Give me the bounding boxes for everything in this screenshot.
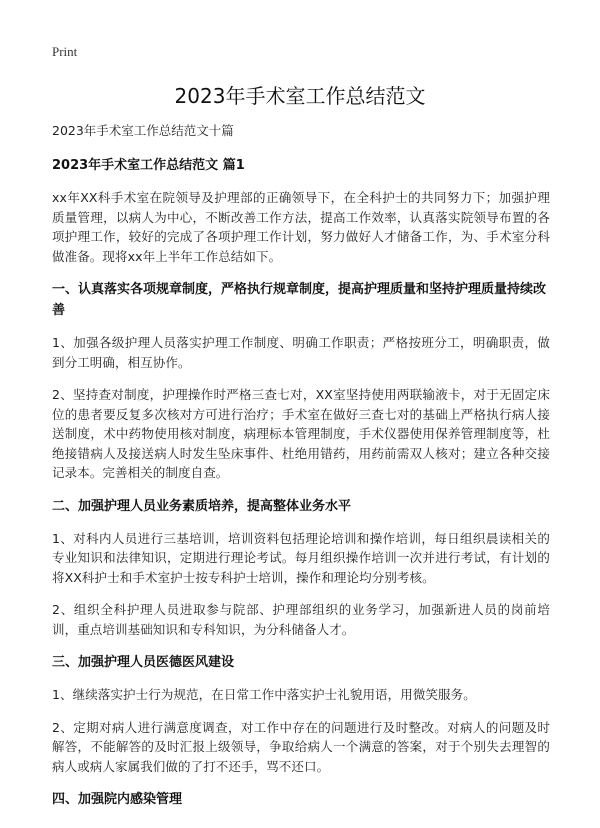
heading-3-paragraph-1: 1、继续落实护士行为规范，在日常工作中落实护士礼貌用语，用微笑服务。 — [52, 687, 476, 702]
heading-3: 三、加强护理人员医德医风建设 — [52, 655, 235, 670]
heading-2: 二、加强护理人员业务素质培养，提高整体业务水平 — [52, 498, 352, 514]
intro-paragraph: xx年XX科手术室在院领导及护理部的正确领导下，在全科护士的共同努力下；加强护理质量管理，以病人为中心，不断改善工作方法，提高工作效率，认真落实院领导布置的各项护理工作，较好的完成了各项护理工作计划，努力做好人才储备工作，为、手术室分科做准备。现将xx年上半年工作总结如下。 — [52, 190, 550, 264]
print-link[interactable]: Print — [52, 44, 78, 59]
heading-1-paragraph-1: 1、加强各级护理人员落实护理工作制度、明确工作职责；严格按班分工，明确职责，做到分工明确，相互协作。 — [52, 335, 550, 370]
document-body — [52, 122, 550, 822]
heading-2-paragraph-2: 2、组织全科护理人员进取参与院部、护理部组织的业务学习，加强新进人员的岗前培训，重点培训基础知识和专科知识，为分科储备人才。 — [52, 602, 550, 637]
heading-1: 一、认真落实各项规章制度，严格执行规章制度，提高护理质量和坚持护理质量持续改善 — [52, 282, 547, 318]
heading-3-paragraph-2: 2、定期对病人进行满意度调查，对工作中存在的问题进行及时整改。对病人的问题及时解答，不能解答的及时汇报上级领导，争取给病人一个满意的答案，对于个别失去理智的病人或病人家属我们做的了打不还手，骂不还口。 — [52, 719, 550, 774]
heading-1-paragraph-2: 2、坚持查对制度，护理操作时严格三查七对，XX室坚持使用两联输液卡，对于无固定床位的患者要反复多次核对方可进行治疗；手术室在做好三查七对的基础上严格执行病人接送制度，术中药物使用核对制度，病理标本管理制度，手术仪器使用保养管理制度等，杜绝接错病人及接送病人时发生坠床事件、杜绝用错药，用药前需双人核对；建立各种交接记录本。完善相关的制度自查。 — [52, 387, 550, 480]
document-subtitle: 2023年手术室工作总结范文十篇 — [52, 123, 234, 138]
section-title: 2023年手术室工作总结范文 篇1 — [52, 158, 245, 173]
heading-4: 四、加强院内感染管理 — [52, 792, 183, 807]
page-title: 2023年手术室工作总结范文 — [174, 84, 426, 108]
heading-2-paragraph-1: 1、对科内人员进行三基培训，培训资料包括理论培训和操作培训，每日组织晨读相关的专业知识和法律知识，定期进行理论考试。每月组织操作培训一次并进行考试，有计划的将XX科护士和手术室护士按专科护士培训，操作和理论均分别考核。 — [52, 530, 550, 585]
